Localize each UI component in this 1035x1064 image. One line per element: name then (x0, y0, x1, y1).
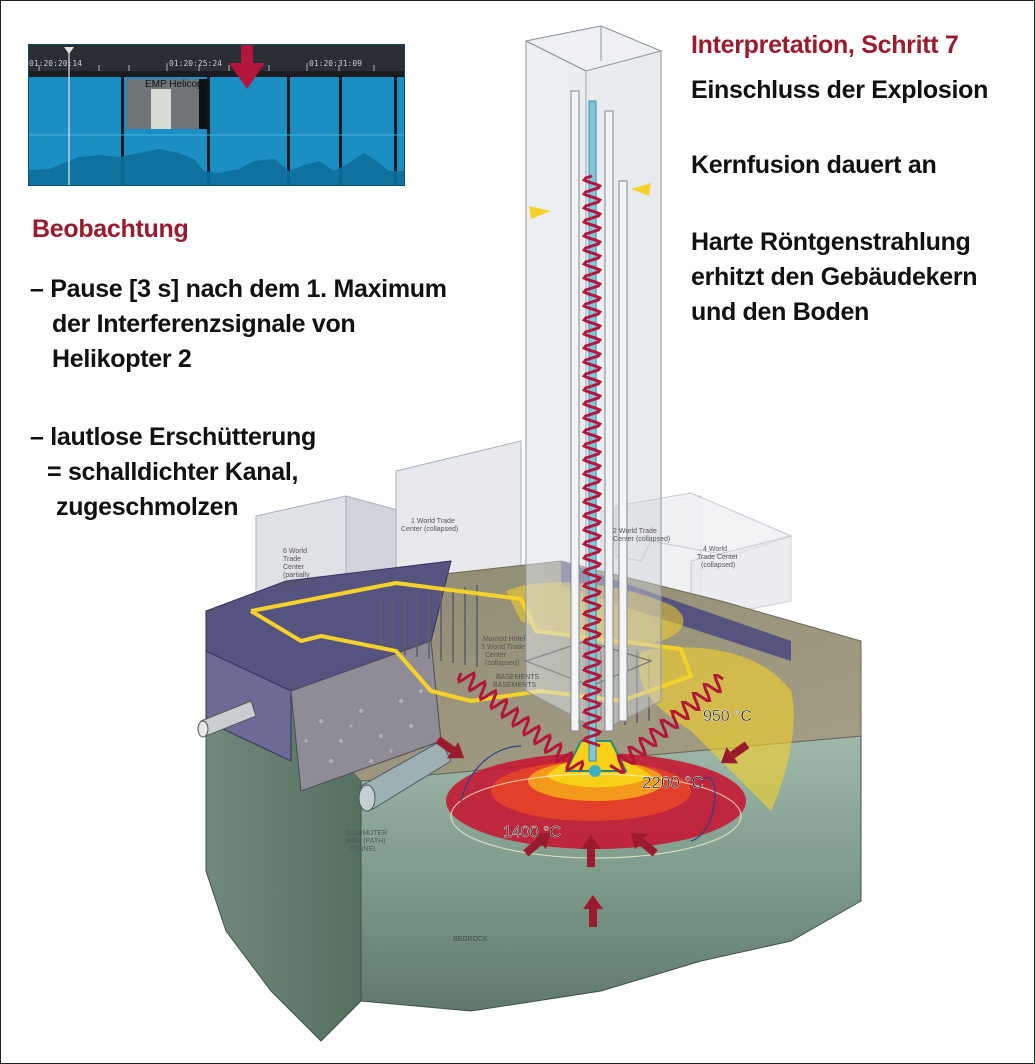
temp-label-2200: 2200 °C (642, 773, 704, 792)
observation-item-2-line-1: – lautlose Erschütterung (30, 423, 316, 451)
label-bedrock: BEDROCK (453, 936, 488, 943)
timecode-1: 01:20:20:14 (29, 59, 82, 68)
interpretation-line-1: Einschluss der Explosion (691, 76, 989, 104)
interpretation-line-3-part-2: erhitzt den Gebäudekern (691, 263, 978, 291)
label-basements: BASEMENTS BASEMENTS (493, 674, 540, 689)
observation-heading: Beobachtung (32, 215, 189, 243)
label-marriott: Marriott Hotel 3 World Trade Center (collapsed) (481, 636, 526, 667)
observation-item-2 (30, 420, 316, 525)
label-wtc4: 4 World Trade Center (collapsed) (697, 546, 738, 569)
observation-item-1-line-2: der Interferenzsignale von (52, 310, 356, 338)
timecode-3: 01:20:31:09 (309, 59, 362, 68)
label-wtc2: 2 World Trade Center (collapsed) (613, 528, 671, 543)
observation-item-2-line-2: = schalldichter Kanal, (47, 458, 299, 486)
interpretation-line-2: Kernfusion dauert an (691, 151, 937, 179)
temp-label-1400: 1400 °C (503, 824, 561, 841)
observation-item-1-line-1: – Pause [3 s] nach dem 1. Maximum (30, 275, 447, 303)
video-timeline-inset (28, 44, 405, 186)
interpretation-line-3-part-3: und den Boden (691, 298, 870, 326)
observation-item-2-line-3: zugeschmolzen (56, 493, 239, 521)
temp-label-950: 950 °C (703, 708, 753, 725)
timecode-2: 01:20:25:24 (169, 59, 222, 68)
observation-item-1-line-3: Helikopter 2 (52, 345, 192, 373)
observation-item-1 (30, 272, 447, 377)
label-wtc6: 6 World Trade Center (partially collapsed) (283, 548, 315, 587)
interpretation-line-3-part-1: Harte Röntgenstrahlung (691, 228, 971, 256)
label-commuter-tunnel: COMMUTER RAIL (PATH) TUNNEL (346, 830, 388, 853)
interpretation-line-3 (691, 225, 977, 330)
label-wtc1: 1 World Trade Center (collapsed) (401, 518, 459, 533)
clip-label: EMP Helicop (145, 79, 203, 90)
marker-down-arrow (227, 44, 267, 93)
interpretation-heading: Interpretation, Schritt 7 (691, 31, 959, 59)
